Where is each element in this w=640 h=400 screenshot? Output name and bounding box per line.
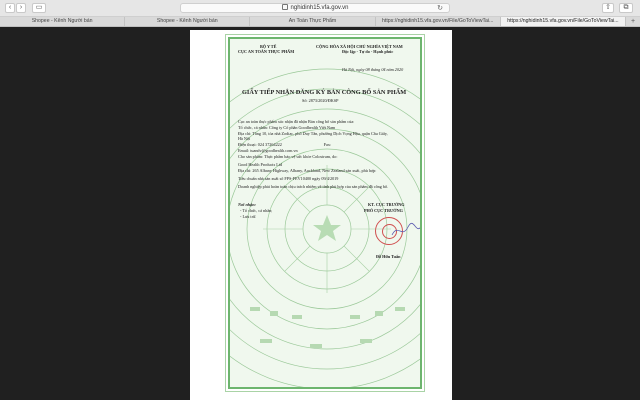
ministry-name: BỘ Y TẾ xyxy=(260,44,277,49)
body-line: Cho sản phẩm: Thực phẩm bảo vệ sức khỏe Colostrum, do: xyxy=(238,154,338,159)
tab-label: Shopee - Kênh Người bán xyxy=(31,18,93,24)
share-button[interactable]: ⇧ xyxy=(602,3,614,13)
body-line: Cục an toàn thực phẩm xác nhận đã nhận Bản công bố sản phẩm của: xyxy=(238,119,355,124)
tab-bar xyxy=(0,17,640,27)
lock-icon xyxy=(282,4,288,10)
signer-title-1: KT. CỤC TRƯỞNG xyxy=(368,202,405,207)
body-line: Email: tuandv@goodhealth.com.vn xyxy=(238,148,298,153)
body-line: Địa chỉ: 265 Albany Highway, Albany, Auckland, New Zealand sản xuất, phù hợp: xyxy=(238,168,377,173)
certificate-number: Số: 2873/2020/ĐKSP xyxy=(302,98,339,103)
tab-label: An Toàn Thực Phẩm xyxy=(288,18,337,24)
reload-icon[interactable]: ↻ xyxy=(437,5,443,12)
tab-food-safety[interactable] xyxy=(250,17,375,26)
sidebar-button[interactable]: ▭ xyxy=(32,3,46,13)
recipients-label: Nơi nhận: xyxy=(238,202,256,207)
tab-label: Shopee - Kênh Người bán xyxy=(156,18,218,24)
forward-button[interactable]: › xyxy=(16,3,26,13)
tab-shopee-1[interactable] xyxy=(0,17,125,26)
body-line: Good Health Products Ltd xyxy=(238,162,283,167)
address-bar[interactable] xyxy=(180,3,450,13)
recipient-item: - Tổ chức, cá nhân; xyxy=(240,208,273,213)
signer-title-2: PHÓ CỤC TRƯỞNG xyxy=(364,208,403,213)
republic-header: CỘNG HÒA XÃ HỘI CHỦ NGHĨA VIỆT NAM xyxy=(316,44,403,49)
body-line: Tổ chức, cá nhân: Công ty Cổ phần Goodhealth Việt Nam xyxy=(238,125,336,130)
signature xyxy=(390,221,422,241)
body-line: Doanh nghiệp phải hoàn toàn chịu trách nhiệm về tính phù hợp của sản phẩm đã công bố. xyxy=(238,184,389,189)
body-line: Tiêu chuẩn nhà sản xuất số FPS-FEV10400 ngày 09/4/2019 xyxy=(238,176,339,181)
certificate xyxy=(228,37,422,389)
issue-date: Hà Nội, ngày 08 tháng 04 năm 2020 xyxy=(342,67,404,72)
new-tab-button[interactable]: + xyxy=(626,17,640,26)
tab-label: https://nghidinh15.vfa.gov.vn/File/GoToViewTai... xyxy=(507,18,619,24)
browser-toolbar xyxy=(0,0,640,17)
back-button[interactable]: ‹ xyxy=(5,3,15,13)
tab-shopee-2[interactable] xyxy=(125,17,250,26)
recipient-item: - Lưu trữ. xyxy=(240,214,257,219)
tab-file-view-2[interactable] xyxy=(501,17,626,26)
body-line: Điện thoại: 024 37264222 Fax: xyxy=(238,142,332,147)
tab-label: https://nghidinh15.vfa.gov.vn/File/GoToViewTai... xyxy=(382,18,494,24)
tab-file-view-1[interactable] xyxy=(376,17,501,26)
address-text: nghidinh15.vfa.gov.vn xyxy=(290,5,349,11)
signer-name: Đỗ Hữu Tuấn xyxy=(376,254,401,259)
body-line: Hà Nội xyxy=(238,136,251,141)
agency-name: CỤC AN TOÀN THỰC PHẨM xyxy=(238,49,295,54)
tabs-overview-button[interactable]: ⧉ xyxy=(619,3,633,13)
body-line: Địa chỉ: Tầng 10, tòa nhà Zodiac, phố Duy Tân, phường Dịch Vọng Hậu, quận Cầu Giấy, xyxy=(238,131,388,136)
certificate-title: GIẤY TIẾP NHẬN ĐĂNG KÝ BẢN CÔNG BỐ SẢN PHẨM xyxy=(242,89,407,96)
motto: Độc lập - Tự do - Hạnh phúc xyxy=(342,49,394,54)
